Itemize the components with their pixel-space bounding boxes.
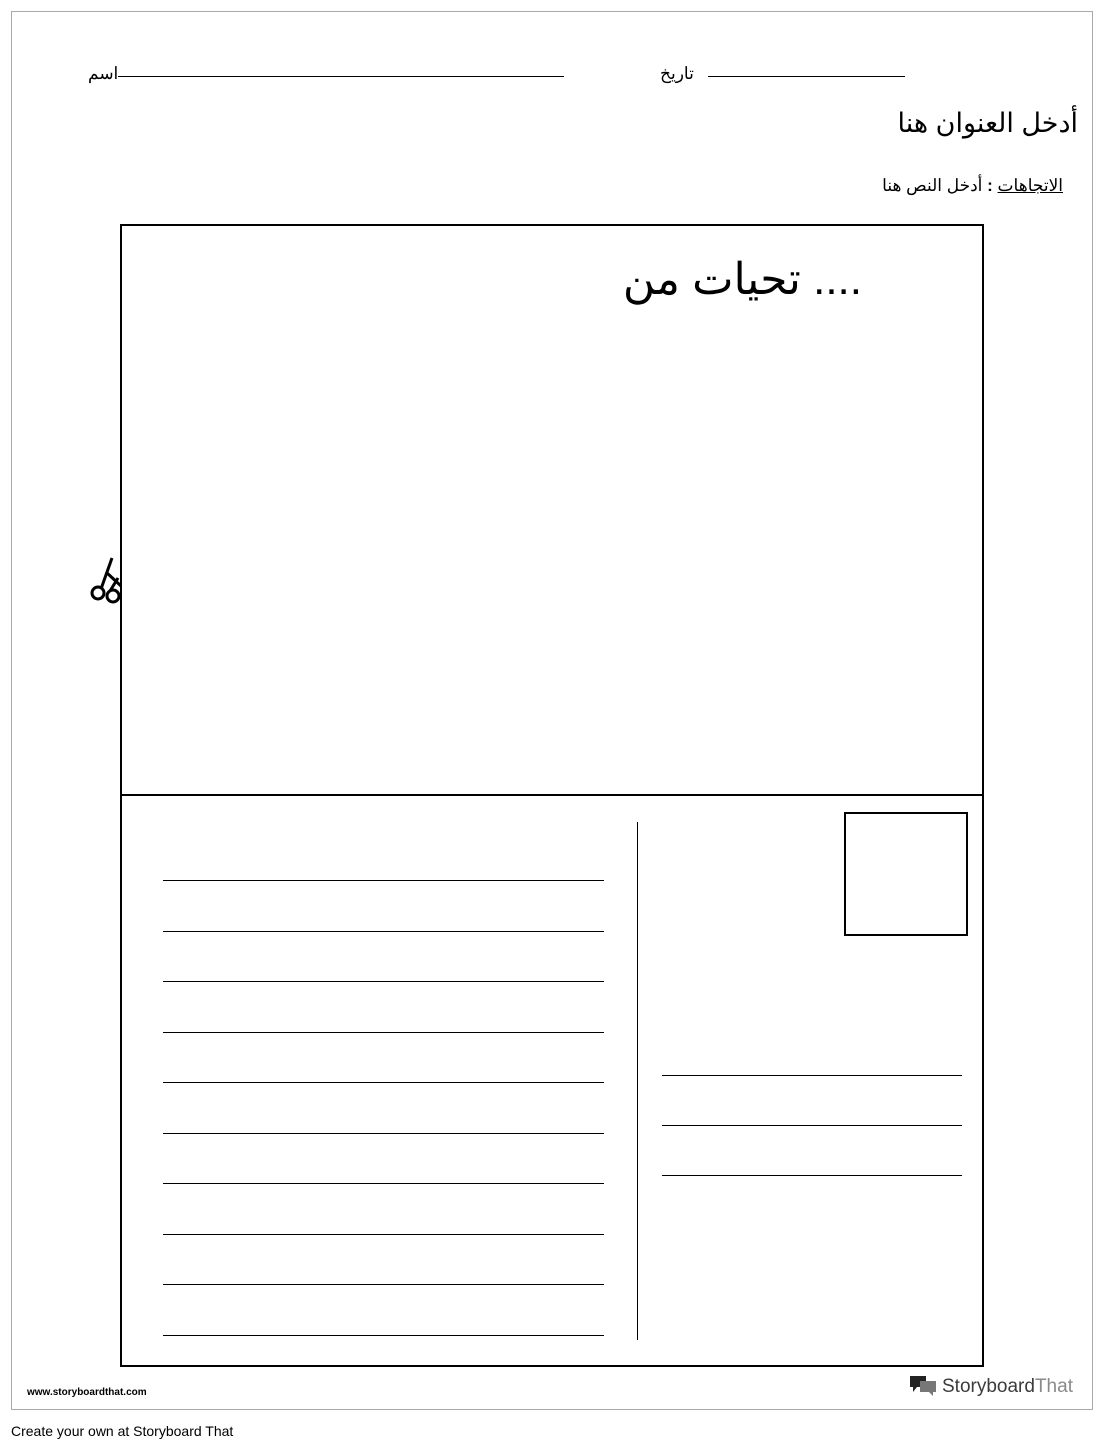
brand-name-suffix: That bbox=[1034, 1376, 1073, 1397]
message-address-divider bbox=[637, 822, 638, 1340]
message-writing-line bbox=[163, 880, 604, 881]
brand-logo-text bbox=[942, 1376, 1073, 1398]
worksheet-title: أدخل العنوان هنا bbox=[897, 108, 1078, 138]
postcard-divider bbox=[122, 794, 982, 796]
message-writing-line bbox=[163, 1335, 604, 1336]
create-your-own-link[interactable]: Create your own at Storyboard That bbox=[11, 1423, 234, 1439]
postcard bbox=[120, 224, 984, 1367]
brand-name-main: Storyboard bbox=[942, 1376, 1035, 1397]
message-writing-line bbox=[163, 1183, 604, 1184]
directions bbox=[882, 176, 1063, 196]
storyboard-speech-bubble-icon bbox=[909, 1374, 937, 1396]
directions-separator: : bbox=[987, 176, 993, 195]
date-label: تاريخ bbox=[660, 64, 694, 83]
message-writing-line bbox=[163, 1133, 604, 1134]
message-writing-line bbox=[163, 981, 604, 982]
message-writing-line bbox=[163, 1032, 604, 1033]
name-label: اسم bbox=[88, 64, 119, 83]
message-writing-line bbox=[163, 1082, 604, 1083]
stamp-box bbox=[844, 812, 968, 936]
directions-text: أدخل النص هنا bbox=[882, 176, 983, 195]
date-line bbox=[708, 76, 905, 77]
address-writing-line bbox=[662, 1175, 962, 1176]
address-writing-line bbox=[662, 1075, 962, 1076]
postcard-greeting: .... تحيات من bbox=[622, 255, 862, 304]
footer-url: www.storyboardthat.com bbox=[27, 1387, 147, 1398]
address-writing-line bbox=[662, 1125, 962, 1126]
directions-label: الاتجاهات bbox=[997, 176, 1063, 195]
message-writing-line bbox=[163, 1234, 604, 1235]
name-line bbox=[118, 76, 564, 77]
scissors-icon bbox=[88, 556, 124, 606]
message-writing-line bbox=[163, 931, 604, 932]
message-writing-line bbox=[163, 1284, 604, 1285]
